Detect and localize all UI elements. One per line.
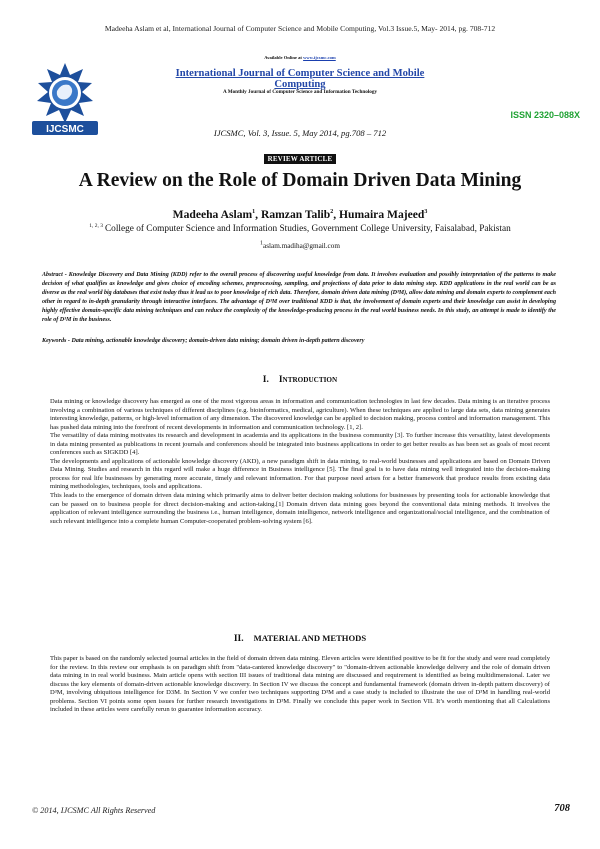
author-sup: 3	[424, 209, 428, 216]
email-address[interactable]: aslam.madiha@gmail.com	[263, 242, 340, 250]
author-list: Madeeha Aslam$^1$, Ramzan Talib$^2$, Humaira Majeed$^3$	[172, 208, 428, 221]
journal-name[interactable]: International Journal of Computer Science and Mobile Computing	[175, 68, 425, 90]
author-name: Ramzan Talib	[260, 208, 331, 221]
section-title: MATERIAL AND METHODS	[253, 633, 367, 643]
introduction-body	[50, 398, 550, 620]
affiliation-text: College of Computer Science and Information Studies, Government College University, Faisalabad, Pakistan	[104, 224, 511, 234]
copyright: © 2014, IJCSMC All Rights Reserved	[32, 806, 156, 815]
author-name: Madeeha Aslam	[172, 208, 253, 221]
journal-website-link[interactable]: www.ijcsmc.com	[303, 55, 336, 60]
paragraph: The versatility of data mining motivates its research and development in academia and its applications in the business community [3]. To further increase this versatility, latest developments in data mining presented as publications in recent journals and conferences should be integrated into business applications in order to get better results as has been set as goals of most recent conferences such as SIGKDD [4].	[50, 432, 550, 457]
running-header: Madeeha Aslam et al, International Journal of Computer Science and Mobile Computing, Vol.3 Issue.5, May- 2014, pg. 708-712	[104, 24, 496, 33]
logo-star-icon	[37, 63, 93, 123]
section-title-rest: NTRODUCTION	[282, 376, 338, 384]
article-type-label: REVIEW ARTICLE	[264, 154, 337, 164]
author-name: Humaira Majeed	[339, 208, 425, 221]
section-heading-methods	[0, 633, 600, 644]
paragraph: Data mining or knowledge discovery has emerged as one of the most vigorous areas in information and communication technologies in last few decades. Data mining is an iterative process involving a combination of various techniques of different disciplines (e.g. bioinformatics, medical, agriculture). When these techniques are applied to large data sets, data mining generates interesting knowledge, patterns, or high-level information of any dimension. The discovered knowledge can be applied to decision making, process control and information management. This has pushed data mining into the forefront of recent developments in information and communication technology. [1, 2].	[50, 398, 550, 431]
author-email	[0, 242, 600, 250]
abstract-text: Abstract - Knowledge Discovery and Data Mining (KDD) refer to the overall process of discovering useful knowledge from data. It involves evaluation and possibly interpretation of the patterns to make decision of what qualifies as knowledge and gives choice of encoding schemes, preprocessing, sampling, and projections of data prior to data mining step. KDD applications in the real world can be as diverse as the real world big databases that exist today thus it lead us to poor knowledge of rich data. Therefore, domain driven data mining (D³M), allow data mining and domain experts to complement each other in regard to in-depth granularity through interactive interfaces. The advantage of D³M over traditional KDD is that, the involvement of domain experts and their knowledge can assist in developing highly effective domain-specific data mining techniques and can reduce the complexity of the knowledge-producing process in the real world business needs. In this study, an attempt is made to identify the role of D³M in the business.	[42, 272, 556, 324]
available-online	[0, 55, 600, 60]
paragraph: This paper is based on the randomly selected journal articles in the field of domain driven data mining. Eleven articles were identified positive to be fit for the study and were read completely for the review. In this review our emphasis is on paradigm shift from "data-cantered knowledge discovery" to "domain-driven actionable knowledge delivery and the role of domain driven data mining in in real world business. Main article opens with section III issues of traditional data mining are discussed and requirement is identified as being multidimensional. Later we discuss the key elements of domain-driven actionable knowledge discovery. In Section IV we discuss the concept and fundamental framework (domain driven in-depth pattern discovery) of D³M, involving ubiquitous intelligence for D3M. In Section V we confer two techniques supporting D³M and a case study is included to illustrate the use of D³M in handling real-world problems. Section VI points some open issues for further research investigations in D³M. Finally we conclude this paper work in Section VII. It’s worth mentioning that all Calculations included in these articles were carefully rerun to guarantee information accuracy.	[50, 655, 550, 714]
journal-subtitle: A Monthly Journal of Computer Science and Information Technology	[222, 89, 378, 95]
keywords-section	[42, 338, 556, 344]
keywords-text: Keywords - Data mining, actionable knowledge discovery; domain-driven data mining; domain driven in-depth pattern discovery	[42, 338, 365, 344]
citation: IJCSMC, Vol. 3, Issue. 5, May 2014, pg.708 – 712	[213, 128, 387, 138]
article-type-badge	[0, 148, 600, 166]
paper-title: A Review on the Role of Domain Driven Data Mining	[78, 170, 522, 191]
page-number: 708	[554, 803, 570, 814]
issn: ISSN 2320–088X	[510, 110, 580, 120]
paragraph: This leads to the emergence of domain driven data mining which primarily aims to deliver better decision making solutions for businesses by presenting tools for actionable knowledge that can be passed on to business people for direct decision-making and action-taking.[1] Domain driven data mining goes beyond the conventional data mining methods. It involves the application of relevant intelligence surrounding the business i.e., human intelligence, domain intelligence, network intelligence and organizational/social intelligence, and the combination of such relevant intelligence into a complete human Computer-cooperated problem-solving system [6].	[50, 492, 550, 525]
paragraph: The developments and applications of actionable knowledge discovery (AKD), a new paradigm shift in data mining, to real-world businesses and applications are based on Domain Driven Data Mining. Studies and research in this regard will make a huge difference in Business intelligence [5]. The final goal is to have data mining well integrated into the decision-making process for real life businesses by generating more accurate, timely and relevant information. For that purpose need arises for a better framework that produce results from existing data mining methodologies, techniques, tools and applications.	[50, 457, 550, 491]
author-sup: 1	[252, 209, 256, 216]
section-number: II.	[233, 634, 244, 644]
methods-body	[50, 655, 550, 771]
email-sup: 1	[260, 240, 264, 247]
abstract-section	[42, 271, 556, 329]
affiliation-sup: 1, 2, 3	[89, 222, 103, 229]
section-title-initial: I	[278, 375, 283, 385]
section-heading-introduction	[0, 374, 600, 385]
affiliation	[0, 224, 600, 234]
journal-logo	[26, 61, 104, 145]
section-number: I.	[262, 375, 269, 385]
logo-text: IJCSMC	[46, 124, 84, 135]
author-sup: 2	[330, 209, 334, 216]
available-prefix: Available Online at	[264, 55, 302, 60]
